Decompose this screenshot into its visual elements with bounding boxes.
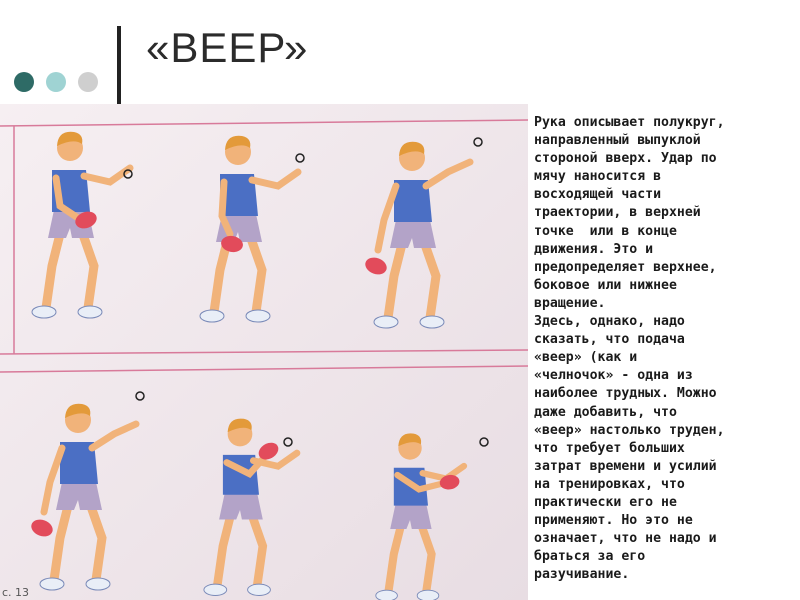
text-line: восходящей части bbox=[534, 187, 662, 203]
text-line: предопределяет верхнее, bbox=[534, 259, 717, 275]
player-shoe bbox=[420, 316, 444, 328]
description-text bbox=[534, 114, 796, 584]
serve-sequence-illustration bbox=[0, 104, 528, 600]
text-line: мячу наносится в bbox=[534, 169, 662, 185]
player-shoe bbox=[374, 316, 398, 328]
player-shoe bbox=[376, 590, 398, 600]
bullet-dot-grey bbox=[78, 72, 98, 92]
text-line: что требует больших bbox=[534, 440, 685, 456]
text-line: означает, что не надо и bbox=[534, 531, 717, 547]
player-shoe bbox=[32, 306, 56, 318]
text-line: затрат времени и усилий bbox=[534, 458, 717, 474]
text-line: Рука описывает полукруг, bbox=[534, 115, 725, 130]
paragraph-1 bbox=[534, 114, 796, 313]
illustration-photo bbox=[0, 104, 528, 600]
text-line: направленный выпуклой bbox=[534, 133, 701, 149]
slide-title: «ВЕЕР» bbox=[146, 24, 309, 71]
text-line: наиболее трудных. Можно bbox=[534, 386, 717, 402]
text-line: «челночок» - одна из bbox=[534, 368, 693, 384]
text-line: точке или в конце bbox=[534, 223, 677, 239]
bullet-dot-light bbox=[46, 72, 66, 92]
text-line: «веер» (как и bbox=[534, 350, 638, 366]
text-line: боковое или нижнее bbox=[534, 277, 677, 293]
text-line: «веер» настолько труден, bbox=[534, 422, 725, 438]
text-line: даже добавить, что bbox=[534, 404, 677, 420]
text-line: движения. Это и bbox=[534, 241, 654, 257]
text-line: траектории, в верхней bbox=[534, 205, 701, 221]
player-shoe bbox=[40, 578, 64, 590]
bullet-dots bbox=[14, 72, 98, 92]
text-line: вращение. bbox=[534, 295, 606, 311]
player-shoe bbox=[78, 306, 102, 318]
text-line: разучивание. bbox=[534, 567, 630, 583]
text-line: сказать, что подача bbox=[534, 332, 685, 348]
player-shoe bbox=[246, 310, 270, 322]
player-shoe bbox=[248, 584, 271, 595]
text-line: практически его не bbox=[534, 494, 677, 510]
title-divider bbox=[117, 26, 121, 104]
text-line: на тренировках, что bbox=[534, 476, 685, 492]
paragraph-2 bbox=[534, 313, 796, 584]
text-line: стороной вверх. Удар по bbox=[534, 151, 717, 167]
bullet-dot-dark bbox=[14, 72, 34, 92]
player-shoe bbox=[417, 590, 439, 600]
text-line: применяют. Но это не bbox=[534, 513, 693, 529]
figure-caption: с. 13 bbox=[2, 586, 30, 599]
player-shoe bbox=[200, 310, 224, 322]
player-shoe bbox=[86, 578, 110, 590]
player-shoe bbox=[204, 584, 227, 595]
text-line: браться за его bbox=[534, 549, 646, 565]
text-line: Здесь, однако, надо bbox=[534, 314, 685, 330]
